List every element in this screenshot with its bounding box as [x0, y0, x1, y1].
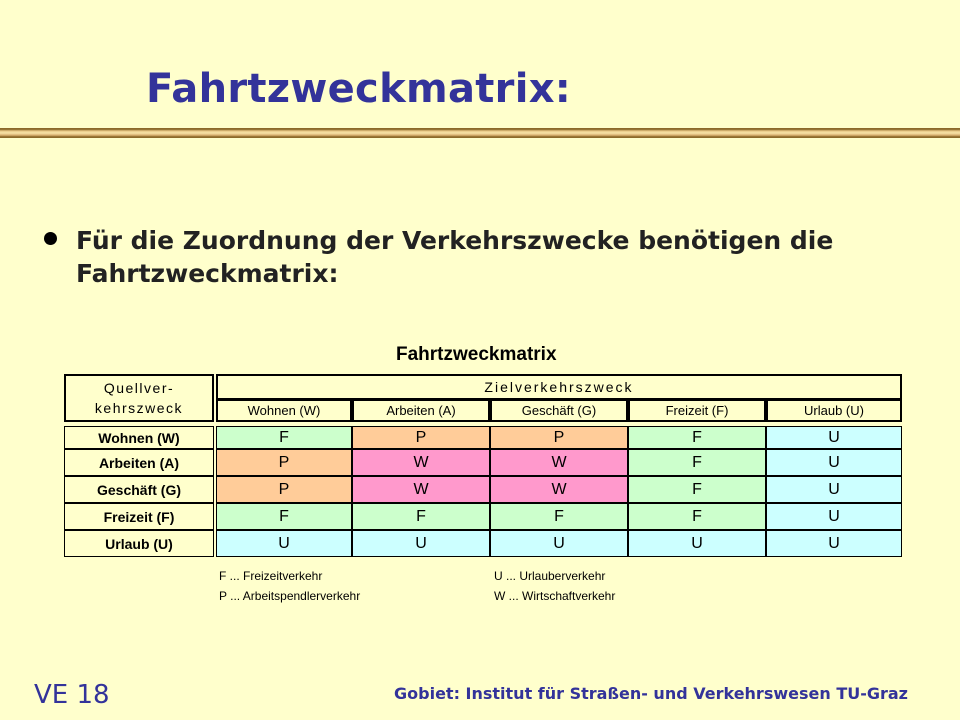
matrix-cell: P	[490, 426, 628, 449]
purpose-matrix-table	[64, 374, 904, 560]
matrix-cell: W	[352, 476, 490, 503]
matrix-cell: P	[352, 426, 490, 449]
bullet-icon	[44, 232, 57, 245]
matrix-cell: U	[766, 426, 902, 449]
slide-number: VE 18	[34, 680, 110, 710]
matrix-cell: W	[490, 449, 628, 476]
legend-item-p: P ... Arbeitspendlerverkehr	[219, 589, 361, 603]
matrix-title: Fahrtzweckmatrix	[396, 344, 557, 365]
matrix-cell: F	[216, 503, 352, 530]
matrix-cell: U	[490, 530, 628, 557]
matrix-cell: U	[628, 530, 766, 557]
bullet-text: Für die Zuordnung der Verkehrszwecke benötigen die Fahrtzweckmatrix:	[76, 226, 834, 288]
matrix-cell: P	[216, 449, 352, 476]
matrix-cell: U	[766, 530, 902, 557]
legend-item-w: W ... Wirtschaftverkehr	[494, 589, 616, 603]
row-header: Wohnen (W)	[64, 426, 214, 449]
matrix-cell: U	[766, 503, 902, 530]
matrix-cell: W	[352, 449, 490, 476]
matrix-cell: W	[490, 476, 628, 503]
matrix-cell: F	[628, 449, 766, 476]
column-header: Arbeiten (A)	[352, 400, 490, 422]
matrix-cell: U	[766, 476, 902, 503]
legend-item-f: F ... Freizeitverkehr	[219, 569, 323, 583]
footer-institution: Gobiet: Institut für Straßen- und Verkehrswesen TU-Graz	[394, 684, 908, 703]
column-header: Wohnen (W)	[216, 400, 352, 422]
column-header: Urlaub (U)	[766, 400, 902, 422]
matrix-cell: F	[628, 476, 766, 503]
row-header: Arbeiten (A)	[64, 449, 214, 476]
corner-header: Quellver- kehrszweck	[64, 374, 214, 422]
matrix-cell: U	[766, 449, 902, 476]
group-header: Zielverkehrszweck	[216, 374, 902, 400]
row-header: Freizeit (F)	[64, 503, 214, 530]
column-header: Freizeit (F)	[628, 400, 766, 422]
legend-left	[219, 566, 360, 606]
matrix-cell: U	[216, 530, 352, 557]
matrix-cell: F	[490, 503, 628, 530]
row-header: Geschäft (G)	[64, 476, 214, 503]
title-divider	[0, 128, 960, 138]
row-header: Urlaub (U)	[64, 530, 214, 557]
column-header: Geschäft (G)	[490, 400, 628, 422]
matrix-cell: U	[352, 530, 490, 557]
matrix-cell: F	[216, 426, 352, 449]
legend-item-u: U ... Urlauberverkehr	[494, 569, 606, 583]
slide-title: Fahrtzweckmatrix:	[146, 66, 572, 112]
matrix-cell: F	[628, 426, 766, 449]
matrix-cell: F	[628, 503, 766, 530]
legend-right	[494, 566, 615, 606]
matrix-cell: F	[352, 503, 490, 530]
matrix-cell: P	[216, 476, 352, 503]
